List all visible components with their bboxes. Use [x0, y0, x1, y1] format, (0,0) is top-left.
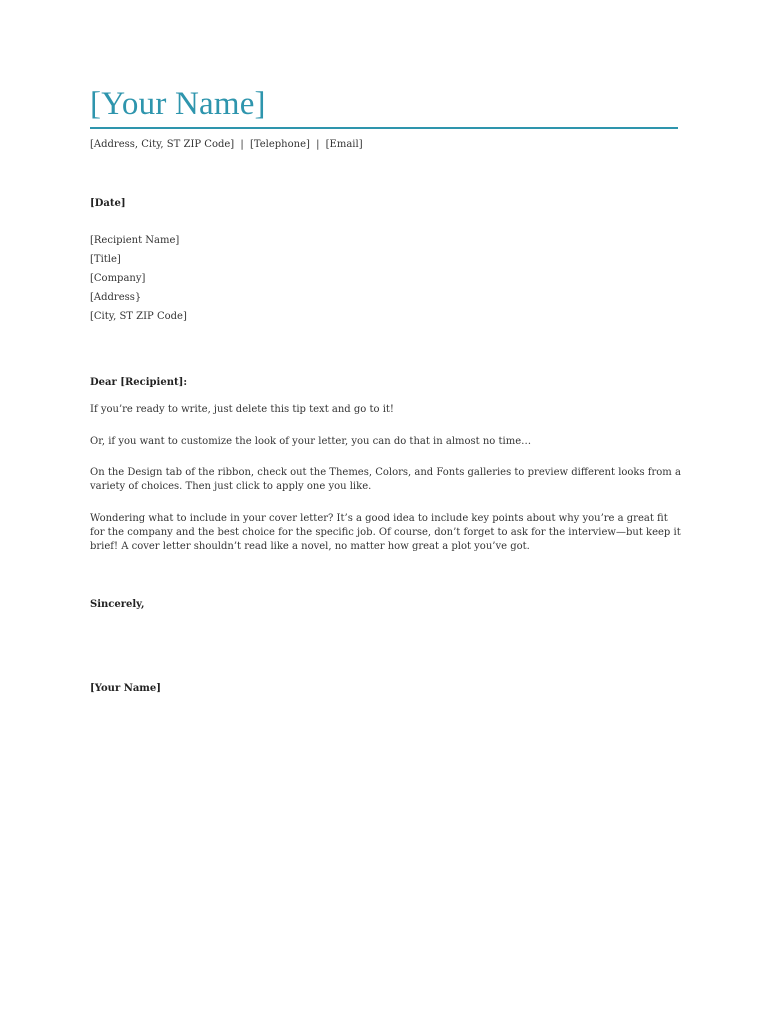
body-paragraph: On the Design tab of the ribbon, check out the Themes, Colors, and Fonts galleries to preview different looks from a variety of choices. Then just click to apply one you like. — [90, 467, 681, 492]
body-paragraph: Wondering what to include in your cover letter? It’s a good idea to include key points about why you’re a great fit for the company and the best choice for the specific job. Of course, don’t forget to ask for the interview—but keep it brief! A cover letter shouldn’t read like a novel, no matter how great a plot you’ve got. — [90, 513, 681, 552]
sender-address: [Address, City, ST ZIP Code] — [90, 139, 235, 150]
contact-line — [90, 138, 363, 152]
contact-separator: | — [316, 139, 320, 150]
salutation: Dear [Recipient]: — [90, 377, 188, 388]
sender-email: [Email] — [325, 139, 363, 150]
recipient-name: [Recipient Name] — [90, 235, 180, 246]
signature-name: [Your Name] — [90, 683, 161, 694]
contact-separator: | — [240, 139, 244, 150]
recipient-address-block — [90, 231, 187, 326]
recipient-address: [Address} — [90, 292, 142, 303]
closing: Sincerely, — [90, 599, 145, 610]
sender-name-heading: [Your Name] — [90, 86, 266, 122]
body-paragraph: If you’re ready to write, just delete this tip text and go to it! — [90, 404, 394, 415]
body-paragraph: Or, if you want to customize the look of your letter, you can do that in almost no time… — [90, 436, 532, 447]
recipient-company: [Company] — [90, 273, 146, 284]
header-rule — [90, 127, 678, 129]
recipient-title: [Title] — [90, 254, 121, 265]
letter-date: [Date] — [90, 198, 126, 209]
recipient-city-state-zip: [City, ST ZIP Code] — [90, 311, 187, 322]
sender-telephone: [Telephone] — [249, 139, 310, 150]
